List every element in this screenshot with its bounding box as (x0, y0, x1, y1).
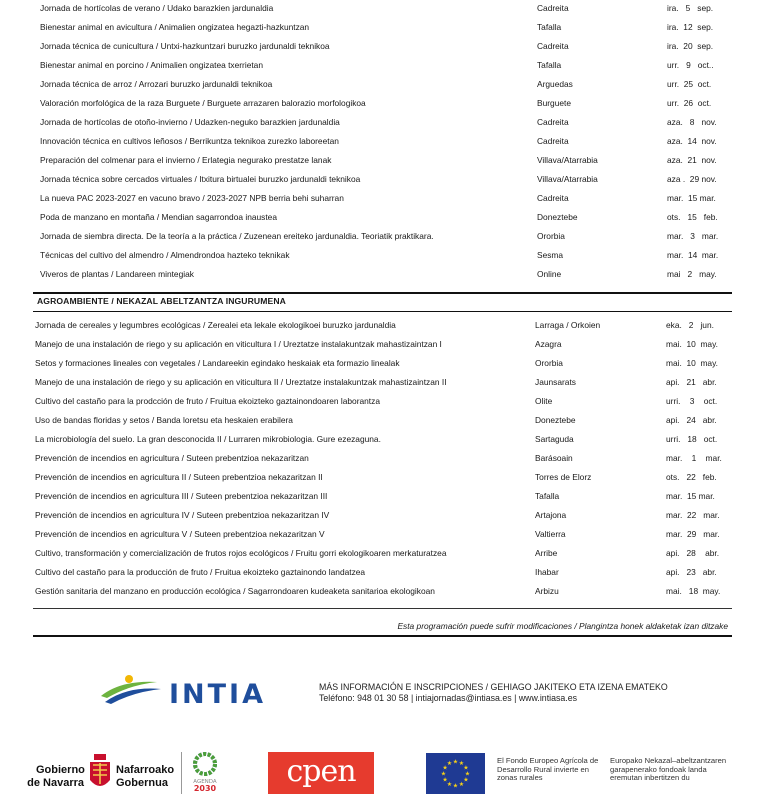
table-end-line (33, 608, 732, 609)
gob-eu-line2: Gobernua (116, 777, 168, 789)
table-row (0, 373, 770, 392)
table-row (0, 506, 770, 525)
table-row (0, 208, 770, 227)
event-title: Bienestar animal en avicultura / Animalien ongizatea hegazti-hazkuntzan (40, 22, 310, 32)
table-row (0, 227, 770, 246)
eu-star-icon: ★ (446, 761, 453, 768)
event-place: Ororbia (537, 231, 565, 241)
logo-separator (181, 752, 182, 794)
event-title: Prevención de incendios en agricultura III / Suteen prebentzioa nekazaritzan III (35, 491, 328, 501)
table-row (0, 18, 770, 37)
event-title: Cultivo, transformación y comercialización de frutos rojos ecológicos / Fruitu gorri ekologikoaren merkaturatzea (35, 548, 447, 558)
gob-es-line2: de Navarra (27, 777, 84, 789)
intia-wordmark: INTIA (169, 679, 267, 708)
event-date: aza . 29 nov. (667, 174, 717, 184)
event-title: Cultivo del castaño para la prodcción de fruto / Fruitua ekoizteko gaztainondoaren laborantza (35, 396, 380, 406)
event-date: urri. 18 oct. (666, 434, 718, 444)
event-place: Cadreita (537, 193, 569, 203)
event-date: ira. 5 sep. (667, 3, 714, 13)
eu-star-icon: ★ (463, 777, 469, 784)
event-place: Arguedas (537, 79, 573, 89)
event-title: Prevención de incendios en agricultura V / Suteen prebentzioa nekazaritzan V (35, 529, 325, 539)
table-row (0, 132, 770, 151)
eu-star-icon: ★ (458, 761, 465, 768)
info-contact[interactable]: Teléfono: 948 01 30 58 | intiajornadas@intiasa.es | www.intiasa.es (319, 693, 578, 703)
table-row (0, 487, 770, 506)
eu-es-line2: Desarrollo Rural invierte en (497, 764, 590, 774)
gob-eu-line1: Nafarroako (116, 764, 175, 776)
event-date: ira. 20 sep. (667, 41, 714, 51)
table-row (0, 335, 770, 354)
event-title: Técnicas del cultivo del almendro / Almendrondoa hazteko teknikak (40, 250, 290, 260)
event-date: mai. 10 may. (666, 339, 718, 349)
eu-flag-icon (426, 753, 485, 794)
eu-eu-line1: Europako Nekazal–abeltzantzaren (610, 756, 727, 765)
eu-eu-line3: eremutan inbertitzen du (610, 773, 690, 783)
eu-eu-line2: garapenerako fondoak landa (610, 764, 707, 774)
event-date: mar. 1 mar. (666, 453, 722, 463)
event-date: aza. 8 nov. (667, 117, 717, 127)
table-row (0, 94, 770, 113)
event-title: Prevención de incendios en agricultura IV / Suteen prebentzioa nekazaritzan IV (35, 510, 330, 520)
event-place: Barásoain (535, 453, 573, 463)
event-date: aza. 21 nov. (667, 155, 717, 165)
event-place: Cadreita (537, 117, 569, 127)
section-divider-top (33, 292, 732, 294)
eu-star-icon: ★ (446, 781, 453, 788)
event-title: Preparación del colmenar para el invierno / Erlategia negurako prestatze lanak (40, 155, 332, 165)
event-date: ots. 15 feb. (667, 212, 718, 222)
eu-star-icon: ★ (463, 765, 469, 772)
table-row (0, 113, 770, 132)
event-title: La microbiología del suelo. La gran desconocida II / Lurraren mikrobiologia. Gure ezezaguna. (35, 434, 381, 444)
event-title: Jornada de hortícolas de otoño-invierno / Udazken-neguko barazkien jardunaldia (40, 117, 340, 127)
event-title: Jornada técnica sobre cercados virtuales / Itxitura birtualei buruzko jardunaldi teknikoa (40, 174, 361, 184)
event-place: Arbizu (535, 586, 559, 596)
eu-star-icon: ★ (442, 777, 448, 784)
event-place: Villava/Atarrabia (537, 174, 598, 184)
event-title: Gestión sanitaria del manzano en producción ecológica / Sagarrondoaren kudeaketa sanitarioa ekologikoan (35, 586, 435, 596)
event-place: Villava/Atarrabia (537, 155, 598, 165)
event-place: Cadreita (537, 136, 569, 146)
table-row (0, 525, 770, 544)
event-place: Valtierra (535, 529, 566, 539)
agenda-2030-logo (188, 752, 222, 792)
table-row (0, 265, 770, 284)
cpen-logo: cpen (268, 752, 374, 794)
event-place: Ihabar (535, 567, 559, 577)
table-row (0, 75, 770, 94)
event-date: mai. 10 may. (666, 358, 718, 368)
event-title: Uso de bandas floridas y setos / Banda loretsu eta heskaien erabilera (35, 415, 293, 425)
table-row (0, 0, 770, 18)
table-row (0, 449, 770, 468)
event-place: Jaunsarats (535, 377, 576, 387)
event-date: api. 24 abr. (666, 415, 717, 425)
event-title: Jornada técnica de cunicultura / Untxi-hazkuntzari buruzko jardunaldi teknikoa (40, 41, 330, 51)
coat-of-arms-icon (88, 754, 112, 792)
event-title: Jornada de siembra directa. De la teoría a la práctica / Zuzenean ereiteko jardunaldia. Teoriatik praktikara. (40, 231, 434, 241)
event-place: Doneztebe (535, 415, 576, 425)
intia-logo (99, 672, 284, 708)
event-place: Cadreita (537, 3, 569, 13)
event-place: Burguete (537, 98, 571, 108)
table-row (0, 468, 770, 487)
table-row (0, 354, 770, 373)
eu-star-icon: ★ (442, 765, 448, 772)
event-title: Bienestar animal en porcino / Animalien ongizatea txerrietan (40, 60, 263, 70)
eu-star-icon: ★ (452, 759, 459, 766)
event-date: aza. 14 nov. (667, 136, 717, 146)
table-row (0, 582, 770, 601)
table-row (0, 170, 770, 189)
table-row (0, 189, 770, 208)
event-date: eka. 2 jun. (666, 320, 714, 330)
event-place: Artajona (535, 510, 567, 520)
event-date: urr. 25 oct. (667, 79, 712, 89)
table-row (0, 392, 770, 411)
event-place: Arribe (535, 548, 558, 558)
event-place: Doneztebe (537, 212, 578, 222)
table-row (0, 411, 770, 430)
event-title: Setos y formaciones lineales con vegetales / Landareekin egindako heskaiak eta formazio linealak (35, 358, 400, 368)
event-date: mar. 29 mar. (666, 529, 720, 539)
event-place: Larraga / Orkoien (535, 320, 601, 330)
event-title: Manejo de una instalación de riego y su aplicación en viticultura II / Ureztatze instalakuntzak mahastizaintzan II (35, 377, 447, 387)
eu-star-icon: ★ (458, 781, 465, 788)
event-title: Prevención de incendios en agricultura / Suteen prebentzioa nekazaritzan (35, 453, 309, 463)
event-title: La nueva PAC 2023-2027 en vacuno bravo / 2023-2027 NPB berria behi suharran (40, 193, 344, 203)
event-title: Viveros de plantas / Landareen mintegiak (40, 269, 194, 279)
table-row (0, 151, 770, 170)
eu-star-icon: ★ (464, 771, 471, 778)
table-row (0, 56, 770, 75)
event-date: mar. 3 mar. (667, 231, 719, 241)
eu-star-icon: ★ (452, 783, 459, 790)
modifications-note: Esta programación puede sufrir modificaciones / Plangintza honek aldaketak izan ditzake (397, 621, 728, 631)
table-row (0, 563, 770, 582)
event-title: Jornada de hortícolas de verano / Udako barazkien jardunaldia (40, 3, 274, 13)
gob-es-line1: Gobierno (36, 764, 85, 776)
event-title: Prevención de incendios en agricultura II / Suteen prebentzioa nekazaritzan II (35, 472, 323, 482)
event-date: ira. 12 sep. (667, 22, 714, 32)
note-underline (33, 635, 732, 637)
event-date: mar. 15 mar. (666, 491, 715, 501)
event-place: Tafalla (535, 491, 560, 501)
event-date: mar. 15 mar. (667, 193, 716, 203)
event-date: urr. 26 oct. (667, 98, 712, 108)
agenda-year: 2030 (193, 784, 217, 792)
eu-text-es (497, 757, 598, 783)
info-block (319, 682, 668, 704)
event-title: Jornada de cereales y legumbres ecológicas / Zerealei eta lekale ekologikoei buruzko jardunaldia (35, 320, 396, 330)
event-place: Sesma (537, 250, 564, 260)
event-place: Cadreita (537, 41, 569, 51)
event-title: Valoración morfológica de la raza Burguete / Burguete arrazaren balorazio morfologikoa (40, 98, 366, 108)
event-place: Azagra (535, 339, 562, 349)
event-date: api. 28 abr. (666, 548, 720, 558)
table-row (0, 316, 770, 335)
agenda-label: AGENDA (193, 779, 217, 785)
info-heading: MÁS INFORMACIÓN E INSCRIPCIONES / GEHIAGO JAKITEKO ETA IZENA EMATEKO (319, 682, 668, 692)
eu-es-line3: zonas rurales (497, 773, 543, 783)
event-date: ots. 22 feb. (666, 472, 717, 482)
eu-es-line1: El Fondo Europeo Agrícola de (497, 756, 599, 765)
event-date: mai. 18 may. (666, 586, 721, 596)
event-date: mar. 14 mar. (667, 250, 719, 260)
event-place: Torres de Elorz (535, 472, 592, 482)
event-date: urri. 3 oct. (666, 396, 718, 406)
event-place: Tafalla (537, 22, 562, 32)
section-divider-bottom (33, 311, 732, 312)
event-date: urr. 9 oct.. (667, 60, 714, 70)
event-place: Sartaguda (535, 434, 574, 444)
event-title: Manejo de una instalación de riego y su aplicación en viticultura I / Ureztatze instalakuntzak mahastizaintzan I (35, 339, 442, 349)
event-date: api. 21 abr. (666, 377, 717, 387)
event-place: Tafalla (537, 60, 562, 70)
event-title: Innovación técnica en cultivos leñosos / Berrikuntza teknikoa zurezko laboreetan (40, 136, 339, 146)
table-row (0, 430, 770, 449)
table-row (0, 37, 770, 56)
event-date: mai 2 may. (667, 269, 717, 279)
event-title: Jornada técnica de arroz / Arrozari buruzko jardunaldi teknikoa (40, 79, 273, 89)
table-row (0, 246, 770, 265)
eu-star-icon: ★ (440, 771, 447, 778)
event-title: Cultivo del castaño para la producción de fruto / Fruitua ekoizteko gaztainondo landatzea (35, 567, 366, 577)
event-date: mar. 22 mar. (666, 510, 720, 520)
section-title: AGROAMBIENTE / NEKAZAL ABELTZANTZA INGURUMENA (37, 296, 286, 306)
event-date: api. 23 abr. (666, 567, 717, 577)
table-row (0, 544, 770, 563)
event-place: Ororbia (535, 358, 563, 368)
event-place: Online (537, 269, 562, 279)
eu-text-eu (610, 757, 726, 783)
event-title: Poda de manzano en montaña / Mendian sagarrondoa inaustea (40, 212, 277, 222)
event-place: Olite (535, 396, 553, 406)
